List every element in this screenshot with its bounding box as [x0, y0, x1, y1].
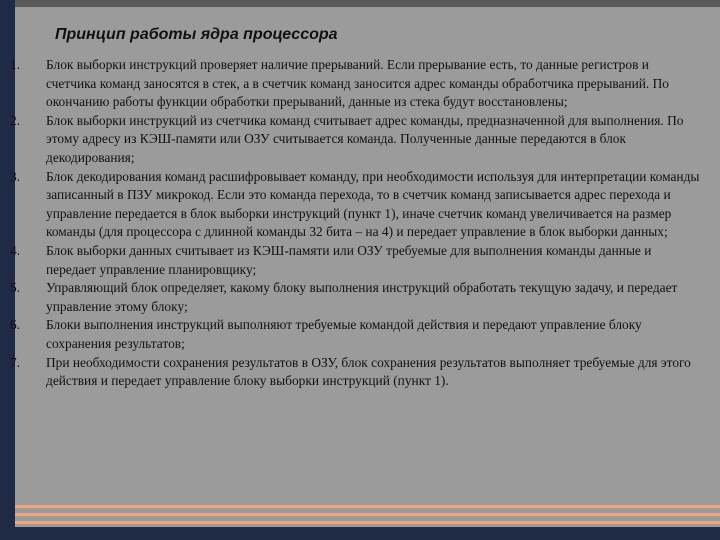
list-item: [10, 316, 700, 353]
list-item-number: 3.: [10, 168, 21, 184]
list-item-number: 1.: [10, 57, 21, 72]
list-item-number: 2.: [10, 112, 21, 128]
top-decorative-bar: [15, 0, 720, 7]
list-item-number: 6.: [10, 317, 21, 333]
list-item: [10, 56, 700, 112]
list-item-number: 5.: [10, 280, 21, 296]
list-item-text: Блок выборки данных считывает из КЭШ-памяти или ОЗУ требуемые для выполнения команды данные и передает управление планировщику;: [46, 242, 652, 277]
list-item: [10, 112, 700, 168]
bottom-accent-line: [15, 513, 720, 516]
list-item-text: При необходимости сохранения результатов в ОЗУ, блок сохранения результатов выполняет требуемые для этого действия и передает управление блоку выборки инструкций (пункт 1).: [46, 354, 691, 389]
list-item: [10, 242, 700, 279]
list-item: [10, 168, 700, 242]
list-item-text: Блок декодирования команд расшифровывает команду, при необходимости используя для интерпретации команды записанный в ПЗУ микрокод. Если это команда перехода, то в счетчик команд записывается адрес перехода и управление передается в блок выборки инструкций (пункт 1), иначе счетчик команд увеличивается на размер команды (для процессора с длинной команды 32 бита – на 4) и передает управление в блок выборки данных;: [46, 168, 700, 240]
bottom-accent-line: [15, 521, 720, 524]
list-item: [10, 279, 700, 316]
list-item-number: 7.: [10, 354, 21, 370]
list-item-text: Блоки выполнения инструкций выполняют требуемые командой действия и передают управление блоку сохранения результатов;: [46, 317, 642, 351]
numbered-list: [10, 56, 700, 391]
list-item-text: Управляющий блок определяет, какому блоку выполнения инструкций обработать текущую задачу, и передает управление этому блоку;: [46, 280, 678, 314]
bottom-accent-line: [15, 505, 720, 508]
slide-title: Принцип работы ядра процессора: [55, 26, 338, 43]
list-item-text: Блок выборки инструкций проверяет наличие прерываний. Если прерывание есть, то данные регистров и счетчика команд заносятся в стек, а в счетчик команд заносится адрес команды обработчика прерываний. По окончанию работы функции обработки прерываний, данные из стека будут восстановлены;: [46, 57, 669, 110]
bottom-decorative-band: [15, 527, 720, 540]
list-item-number: 4.: [10, 242, 21, 258]
list-item: [10, 354, 700, 391]
list-item-text: Блок выборки инструкций из счетчика команд считывает адрес команды, предназначенной для выполнения. По этому адресу из КЭШ-памяти или ОЗУ считывается команда. Полученные данные передаются в блок декодирования;: [46, 112, 684, 165]
